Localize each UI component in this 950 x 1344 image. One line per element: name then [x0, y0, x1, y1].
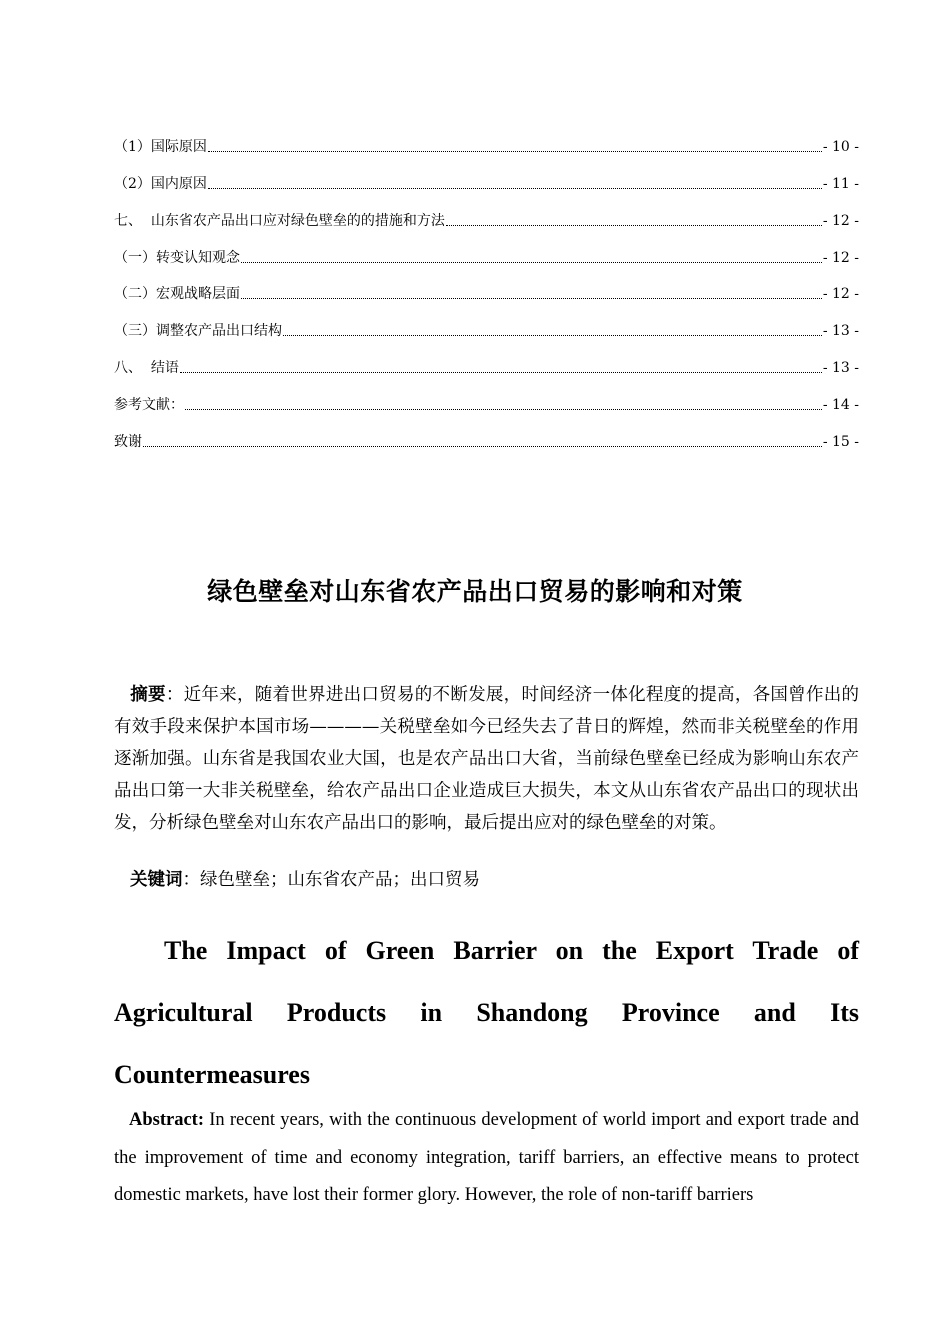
- toc-entry[interactable]: [114, 193, 859, 230]
- toc-leader-dots: [180, 371, 822, 373]
- chinese-abstract: [114, 679, 859, 839]
- chinese-keywords: [130, 865, 480, 895]
- toc-entry-page: - 14 -: [822, 397, 859, 414]
- toc-entry[interactable]: [114, 156, 859, 193]
- toc-leader-dots: [208, 150, 822, 152]
- toc-entry-page: - 13 -: [822, 360, 859, 377]
- toc-entry-page: - 12 -: [822, 212, 859, 229]
- toc-entry[interactable]: [114, 267, 859, 304]
- english-title: [114, 920, 859, 1106]
- english-title-text: The Impact of Green Barrier on the Export Trade of Agricultural Products in Shandong Province and Its Countermeasures: [114, 936, 859, 1089]
- toc-leader-dots: [241, 297, 822, 299]
- toc-leader-dots: [208, 187, 822, 189]
- toc-leader-dots: [241, 261, 822, 263]
- toc-entry-label: （1）国际原因: [114, 138, 207, 155]
- toc-entry[interactable]: [114, 340, 859, 377]
- chinese-abstract-text: ：近年来，随着世界进出口贸易的不断发展，时间经济一体化程度的提高，各国曾作出的有效手段来保护本国市场————关税壁垒如今已经失去了昔日的辉煌，然而非关税壁垒的作用逐渐加强。山东省是我国农业大国，也是农产品出口大省，当前绿色壁垒已经成为影响山东农产品出口第一大非关税壁垒，给农产品出口企业造成巨大损失，本文从山东省农产品出口的现状出发，分析绿色壁垒对山东农产品出口的影响，最后提出应对的绿色壁垒的对策。: [114, 685, 859, 833]
- toc-entry-label: （三）调整农产品出口结构: [114, 323, 282, 340]
- toc-entry-page: - 13 -: [822, 323, 859, 340]
- toc-entry-label: （二）宏观战略层面: [114, 286, 240, 303]
- chinese-title: 绿色壁垒对山东省农产品出口贸易的影响和对策: [207, 577, 743, 606]
- toc-entry-page: - 12 -: [822, 286, 859, 303]
- english-abstract-label: Abstract:: [129, 1110, 205, 1130]
- table-of-contents: [114, 119, 859, 451]
- chinese-keywords-text: ：绿色壁垒；山东省农产品；出口贸易: [182, 870, 480, 890]
- toc-entry[interactable]: [114, 303, 859, 340]
- toc-leader-dots: [446, 224, 822, 226]
- toc-entry[interactable]: [114, 119, 859, 156]
- toc-entry-page: - 12 -: [822, 249, 859, 266]
- toc-entry-page: - 11 -: [822, 175, 859, 192]
- toc-entry-label: （2）国内原因: [114, 175, 207, 192]
- toc-entry[interactable]: [114, 414, 859, 451]
- toc-entry-page: - 10 -: [822, 138, 859, 155]
- toc-entry[interactable]: [114, 377, 859, 414]
- toc-entry-label: 参考文献：: [114, 397, 184, 414]
- toc-entry[interactable]: [114, 230, 859, 267]
- chinese-abstract-label: 摘要: [130, 685, 166, 705]
- toc-entry-label: 八、 结语: [114, 360, 179, 377]
- toc-leader-dots: [283, 334, 822, 336]
- toc-entry-label: 七、 山东省农产品出口应对绿色壁垒的的措施和方法: [114, 212, 445, 229]
- toc-entry-label: 致谢: [114, 434, 142, 451]
- chinese-keywords-label: 关键词: [130, 870, 183, 890]
- english-abstract: [114, 1102, 859, 1215]
- toc-leader-dots: [185, 408, 822, 410]
- toc-entry-label: （一）转变认知观念: [114, 249, 240, 266]
- english-abstract-text: In recent years, with the continuous development of world import and export trade and the improvement of time and economy integration, tariff barriers, an effective means to protect domestic markets, have lost their former glory. However, the role of non-tariff barriers: [114, 1110, 859, 1205]
- toc-leader-dots: [143, 445, 822, 447]
- toc-entry-page: - 15 -: [822, 434, 859, 451]
